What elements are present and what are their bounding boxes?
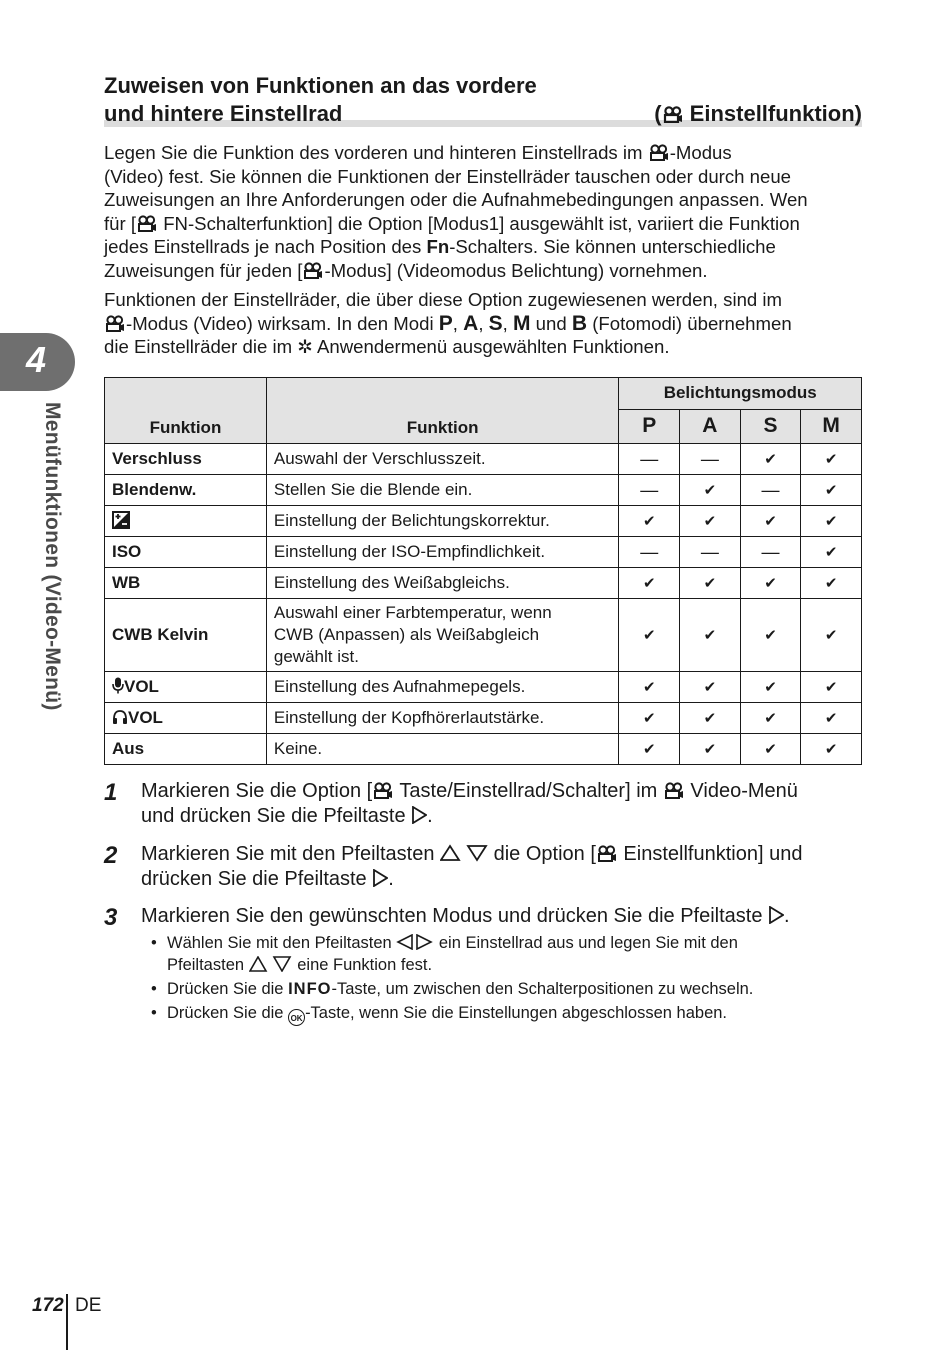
- fn-switch-label: Fn: [426, 236, 450, 257]
- movie-camera-icon: [137, 215, 157, 232]
- table-row: [105, 506, 862, 537]
- arrow-up-down-icon: [249, 956, 293, 972]
- bullet-item: • Drücken Sie die INFO-Taste, um zwischen den Schalterpositionen zu wechseln.: [151, 980, 754, 998]
- row-mark: ✔: [680, 599, 741, 672]
- step-text: Markieren Sie die Option [ Taste/Einstellrad/Schalter] im Video-Menü und drücken Sie die Pfeiltaste .: [141, 780, 798, 827]
- column-header-function-desc: Funktion: [266, 378, 619, 444]
- row-mark: ✔: [740, 568, 801, 599]
- section-heading: [104, 72, 862, 126]
- row-desc: Einstellung des Aufnahmepegels.: [266, 672, 619, 703]
- row-key: VOL: [105, 672, 267, 703]
- row-desc: Stellen Sie die Blende ein.: [266, 475, 619, 506]
- step-number: 2: [104, 842, 118, 869]
- page-number: 172: [32, 1295, 64, 1316]
- table-row: [105, 444, 862, 475]
- arrow-right-icon: [372, 869, 388, 887]
- row-mark: ✔: [801, 537, 862, 568]
- row-desc: Einstellung der Kopfhörerlautstärke.: [266, 703, 619, 734]
- row-mark: ✔: [619, 568, 680, 599]
- row-mark: ✔: [801, 506, 862, 537]
- microphone-icon: [112, 677, 124, 694]
- mode-header-m: M: [801, 409, 862, 443]
- ok-button-icon: OK: [288, 1009, 305, 1026]
- row-mark: ✔: [619, 734, 680, 765]
- heading-line-2: und hintere Einstellrad: [104, 101, 343, 126]
- intro-paragraph-2: Funktionen der Einstellräder, die über diese Option zugewiesenen werden, sind im -Modus (Video) wirksam. In den Modi P, A, S, M und B (Fotomodi) übernehmen die Einstellräder die im ✲ Anwendermenü ausgewählten Funktionen.: [104, 289, 792, 357]
- movie-camera-icon: [663, 106, 683, 123]
- table-row: [105, 734, 862, 765]
- step-text: Markieren Sie den gewünschten Modus und drücken Sie die Pfeiltaste .: [141, 905, 790, 927]
- row-mark: —: [740, 537, 801, 568]
- row-key: WB: [105, 568, 267, 599]
- row-mark: ✔: [801, 703, 862, 734]
- arrow-up-down-icon: [440, 844, 488, 862]
- row-mark: ✔: [680, 506, 741, 537]
- movie-camera-icon: [105, 315, 125, 332]
- step-number: 3: [104, 904, 118, 931]
- row-mark: ✔: [801, 734, 862, 765]
- row-mark: ✔: [801, 475, 862, 506]
- row-mark: ✔: [801, 672, 862, 703]
- table-row: [105, 703, 862, 734]
- arrow-right-icon: [768, 906, 784, 924]
- row-key: VOL: [105, 703, 267, 734]
- mode-header-a: A: [680, 409, 741, 443]
- row-mark: ✔: [680, 703, 741, 734]
- row-mark: ✔: [740, 444, 801, 475]
- row-mark: —: [619, 444, 680, 475]
- headphone-icon: [112, 709, 128, 725]
- row-key: [105, 506, 267, 537]
- intro-paragraph-1: Legen Sie die Funktion des vorderen und hinteren Einstellrads im -Modus (Video) fest. Sie können die Funktionen der Einstellräder tauschen oder durch neue Zuweisungen an Ihre Anforderungen oder die Aufnahmebedingungen anpassen. Wen für [ FN-Schalterfunktion] die Option [Modus1] ausgewählt ist, variiert die Funktion jedes Einstellrads je nach Position des Fn-Schalters. Sie können unterschiedliche Zuweisungen für jeden [ -Modus] (Videomodus Belichtung) vornehmen.: [104, 142, 808, 281]
- mode-header-s: S: [740, 409, 801, 443]
- row-desc: Auswahl der Verschlusszeit.: [266, 444, 619, 475]
- language-code: DE: [75, 1295, 102, 1316]
- table-row: [105, 568, 862, 599]
- row-mark: ✔: [680, 568, 741, 599]
- row-key: Verschluss: [105, 444, 267, 475]
- mode-b-label: B: [571, 311, 588, 335]
- movie-camera-icon: [303, 262, 323, 279]
- row-mark: —: [740, 475, 801, 506]
- row-key: ISO: [105, 537, 267, 568]
- row-mark: ✔: [680, 734, 741, 765]
- table-row: [105, 475, 862, 506]
- chapter-tab: [0, 333, 75, 391]
- row-mark: ✔: [680, 672, 741, 703]
- row-mark: —: [619, 475, 680, 506]
- chapter-label-wrap: [14, 402, 74, 747]
- row-mark: ✔: [801, 444, 862, 475]
- row-mark: ✔: [619, 672, 680, 703]
- row-mark: —: [619, 537, 680, 568]
- row-key: CWB Kelvin: [105, 599, 267, 672]
- step-text: Markieren Sie mit den Pfeiltasten die Option [ Einstellfunktion] und drücken Sie die Pfeiltaste .: [141, 843, 803, 890]
- info-button-label: INFO: [288, 980, 332, 998]
- movie-camera-icon: [373, 782, 393, 799]
- arrow-right-icon: [411, 806, 427, 824]
- row-mark: ✔: [740, 703, 801, 734]
- footer-divider: [66, 1294, 68, 1350]
- row-mark: ✔: [619, 599, 680, 672]
- row-desc: Auswahl einer Farbtemperatur, wenn CWB (Anpassen) als Weißabgleich gewählt ist.: [266, 599, 619, 672]
- movie-camera-icon: [649, 144, 669, 161]
- row-desc: Einstellung des Weißabgleichs.: [266, 568, 619, 599]
- chapter-label: Menüfunktionen (Video-Menü): [41, 402, 64, 711]
- row-mark: ✔: [680, 475, 741, 506]
- heading-right-label: ( Einstellfunktion): [654, 101, 862, 126]
- table-row: [105, 537, 862, 568]
- dial-function-table: [104, 377, 862, 765]
- row-mark: —: [680, 537, 741, 568]
- arrow-left-right-icon: [396, 934, 434, 950]
- mode-m-label: M: [513, 311, 531, 335]
- mode-header-p: P: [619, 409, 680, 443]
- table-row: [105, 599, 862, 672]
- row-mark: —: [680, 444, 741, 475]
- bullet-item: • Wählen Sie mit den Pfeiltasten ein Einstellrad aus und legen Sie mit den Pfeiltasten eine Funktion fest.: [151, 934, 738, 974]
- row-mark: ✔: [619, 703, 680, 734]
- row-key: Blendenw.: [105, 475, 267, 506]
- row-mark: ✔: [619, 506, 680, 537]
- row-desc: Keine.: [266, 734, 619, 765]
- custom-menu-gear-icon: ✲: [297, 336, 313, 357]
- column-header-function-key: Funktion: [105, 378, 267, 444]
- row-mark: ✔: [801, 599, 862, 672]
- exposure-compensation-icon: [112, 511, 130, 529]
- bullet-item: • Drücken Sie die OK -Taste, wenn Sie die Einstellungen abgeschlossen haben.: [167, 1002, 867, 1026]
- mode-p-label: P: [438, 311, 453, 335]
- movie-camera-icon: [664, 782, 684, 799]
- row-mark: ✔: [740, 506, 801, 537]
- movie-camera-icon: [597, 845, 617, 862]
- row-mark: ✔: [740, 599, 801, 672]
- step-number: 1: [104, 779, 118, 806]
- mode-a-label: A: [463, 311, 479, 335]
- table-row: [105, 672, 862, 703]
- row-mark: ✔: [740, 734, 801, 765]
- chapter-number: 4: [26, 339, 47, 380]
- row-desc: Einstellung der Belichtungskorrektur.: [266, 506, 619, 537]
- row-mark: ✔: [740, 672, 801, 703]
- row-mark: ✔: [801, 568, 862, 599]
- column-header-exposure-mode: Belichtungsmodus: [619, 378, 862, 410]
- heading-line-1: Zuweisen von Funktionen an das vordere: [104, 73, 537, 98]
- row-desc: Einstellung der ISO-Empfindlichkeit.: [266, 537, 619, 568]
- row-key: Aus: [105, 734, 267, 765]
- mode-s-label: S: [488, 311, 503, 335]
